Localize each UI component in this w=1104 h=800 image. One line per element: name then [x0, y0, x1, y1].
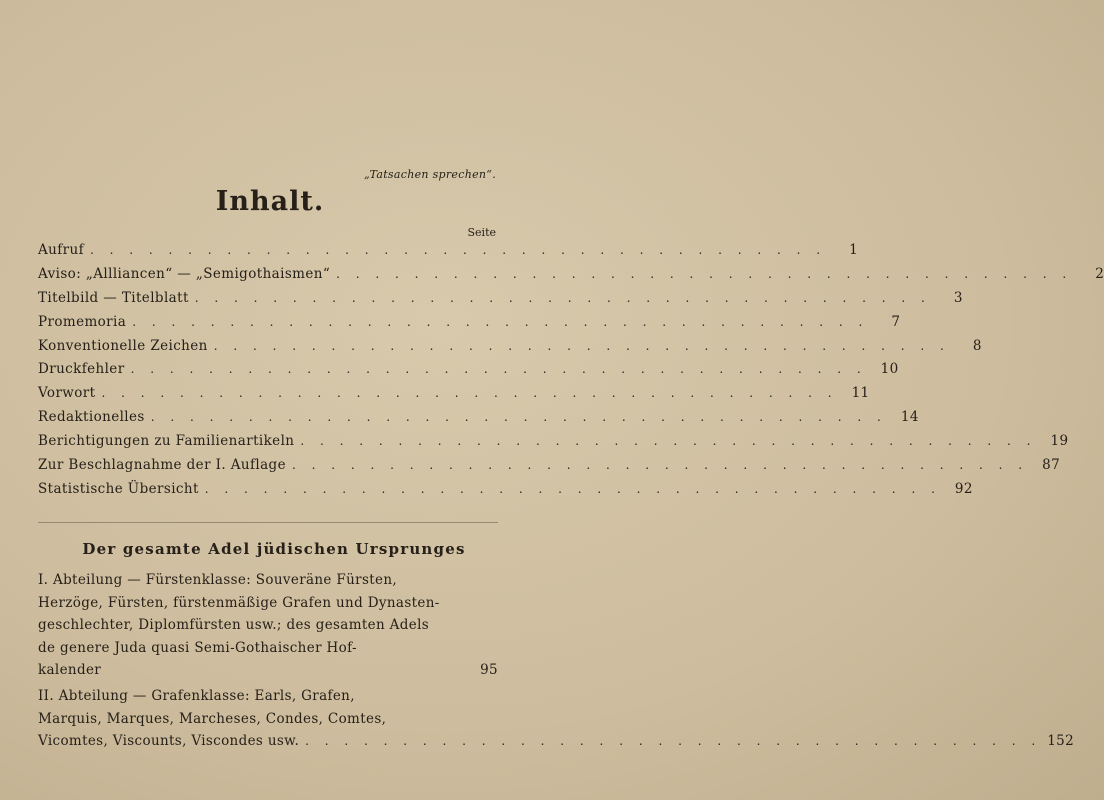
toc-label: Titelbild — Titelblatt	[38, 289, 189, 306]
motto: „Tatsachen sprechen“.	[363, 168, 496, 181]
toc-row	[38, 242, 859, 266]
toc-label: Berichtigungen zu Familienartikeln	[38, 433, 295, 450]
leader-dots: . . . . . . . . . . . . . . . . . . . . . . . . . . . . . . . . . . . . . .	[132, 314, 869, 329]
section-heading: Der gesamte Adel jüdischen Ursprunges	[82, 540, 466, 558]
toc-label: Statistische Übersicht	[38, 480, 199, 497]
page-title	[0, 186, 548, 217]
entry-line: geschlechter, Diplomfürsten usw.; des gesamten Adels	[38, 617, 430, 634]
toc-page: 1	[849, 242, 859, 258]
leader-dots: . . . . . . . . . . . . . . . . . . . . . . . . . . . . . . . . . . . . . .	[336, 266, 1073, 281]
entry-page: 152	[1047, 733, 1075, 750]
entry-last-line	[38, 662, 498, 685]
toc-page: 8	[972, 337, 982, 354]
toc-row	[38, 480, 973, 505]
toc-label: Konventionelle Zeichen	[38, 337, 208, 354]
toc-label: Aufruf	[38, 242, 84, 258]
leader-dots: . . . . . . . . . . . . . . . . . . . . . . . . . . . . . . . . . . . . . .	[150, 410, 887, 425]
entry-line: II. Abteilung — Grafenklasse: Earls, Grafen,	[38, 688, 355, 704]
page-column-header: Seite	[467, 226, 496, 239]
toc-row	[38, 289, 963, 314]
toc-page: 11	[851, 385, 870, 402]
contents-entry	[38, 688, 1075, 756]
toc-row	[38, 265, 1104, 290]
leader-dots: . . . . . . . . . . . . . . . . . . . . . . . . . . . . . . . . . . . . . .	[204, 481, 941, 496]
toc-row	[38, 433, 1069, 457]
leader-dots: . . . . . . . . . . . . . . . . . . . . . . . . . . . . . . . . . . . . . .	[101, 386, 838, 401]
leader-dots: . . . . . . . . . . . . . . . . . . . . . . . . . . . . . . . . . . . . . .	[300, 434, 1037, 449]
toc-row	[38, 361, 899, 385]
toc-page: 19	[1050, 433, 1069, 450]
toc-label: Aviso: „Allliancen“ — „Semigothaismen“	[38, 265, 331, 282]
leader-dots: . . . . . . . . . . . . . . . . . . . . . . . . . . . . . . . . . . . . . .	[194, 290, 931, 305]
entry-last-line	[38, 733, 1075, 756]
toc-page: 87	[1042, 457, 1061, 474]
title-text: Inhalt.	[215, 186, 325, 217]
entry-page: 95	[480, 662, 498, 679]
toc-label: Vorwort	[38, 385, 96, 402]
entry-line: kalender	[38, 662, 102, 679]
toc-row	[38, 457, 1061, 481]
toc-page: 2	[1095, 265, 1104, 282]
entry-line: Marquis, Marques, Marcheses, Condes, Comtes,	[38, 710, 387, 727]
entry-line: I. Abteilung — Fürstenklasse: Souveräne Fürsten,	[38, 572, 398, 588]
toc-page: 14	[900, 409, 919, 426]
divider	[38, 522, 498, 523]
leader-dots: . . . . . . . . . . . . . . . . . . . . . . . . . . . . . . . . . . . . . .	[130, 362, 867, 377]
toc-row	[38, 337, 982, 362]
toc-label: Promemoria	[38, 313, 127, 330]
toc-page: 10	[880, 361, 899, 378]
table-of-contents	[38, 242, 1104, 505]
toc-label: Zur Beschlagnahme der I. Auflage	[38, 457, 286, 474]
entry-line: de genere Juda quasi Semi-Gothaischer Hof-	[38, 639, 357, 656]
leader-dots: . . . . . . . . . . . . . . . . . . . . . . . . . . . . . . . . . . . . . .	[291, 458, 1029, 473]
entry-line: Herzöge, Fürsten, fürstenmäßige Grafen und Dynasten-	[38, 594, 440, 611]
toc-row	[38, 385, 870, 409]
leader-dots: . . . . . . . . . . . . . . . . . . . . . . . . . . . . . . . . . . . . . .	[90, 243, 827, 257]
toc-row	[38, 409, 919, 433]
toc-page: 3	[953, 289, 963, 306]
contents-entry	[38, 572, 498, 685]
toc-row	[38, 313, 901, 338]
toc-page: 7	[891, 313, 901, 330]
leader-dots: . . . . . . . . . . . . . . . . . . . . . . . . . . . . . . . . . . . . . .	[213, 338, 950, 353]
entry-line: Vicomtes, Viscounts, Viscondes usw.	[38, 733, 300, 750]
leader-dots: . . . . . . . . . . . . . . . . . . . . . . . . . . . . . . . . . . . . . .	[305, 734, 1042, 749]
toc-label: Redaktionelles	[38, 409, 145, 426]
toc-page: 92	[954, 480, 973, 497]
toc-label: Druckfehler	[38, 361, 125, 378]
